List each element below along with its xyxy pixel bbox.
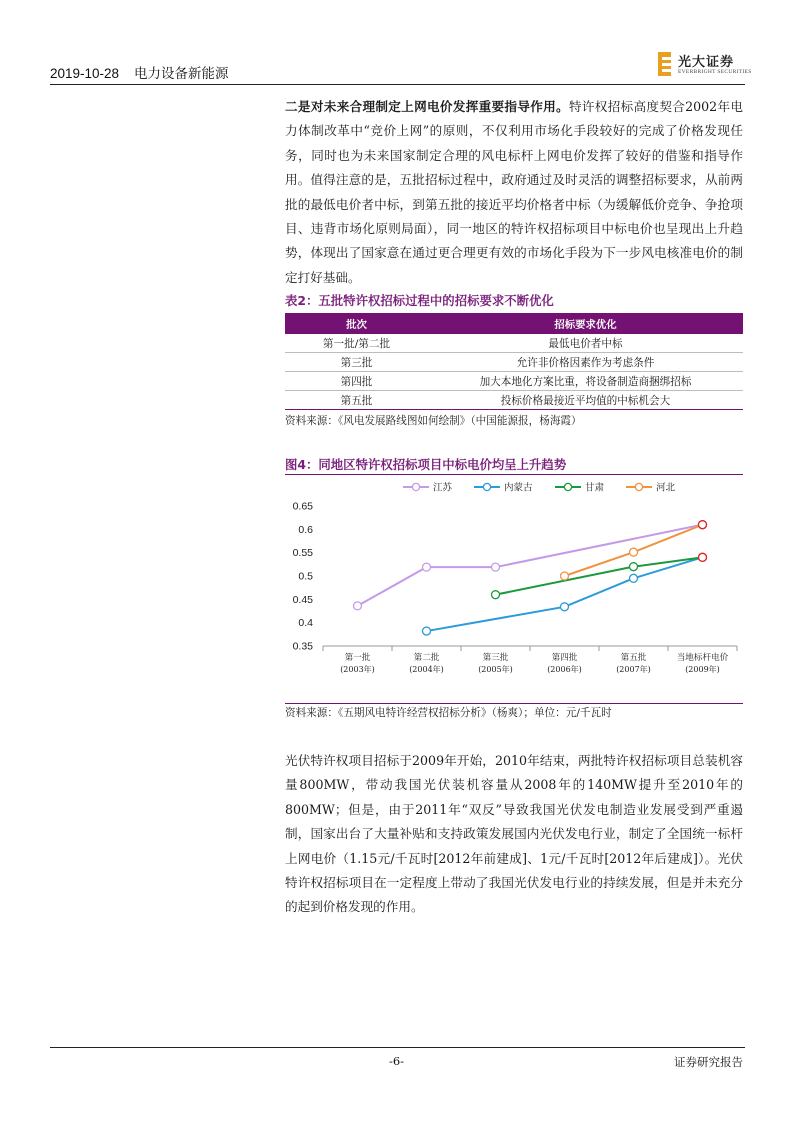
column-header-batch: 批次 [285, 313, 428, 334]
table-row [285, 353, 743, 372]
x-tick-label: 第二批 [413, 653, 440, 663]
company-logo [656, 50, 752, 80]
data-point [354, 602, 362, 610]
data-point [630, 574, 638, 582]
brand-name-en: EVERBRIGHT SECURITIES [678, 69, 752, 75]
report-type-label: 证券研究报告 [674, 1055, 743, 1069]
x-tick-sublabel: (2005年) [478, 665, 513, 674]
legend-marker [483, 483, 490, 490]
brand-name: 光大证券 [678, 55, 735, 70]
batch-cell: 第四批 [285, 372, 428, 391]
batch-cell: 第三批 [285, 353, 428, 372]
data-point [699, 553, 707, 561]
paragraph-lead: 二是对未来合理制定上网电价发挥重要指导作用。 [285, 99, 569, 114]
x-tick-label: 第三批 [482, 653, 509, 663]
y-tick-label: 0.6 [298, 523, 313, 536]
legend-label: 甘肃 [585, 482, 605, 494]
data-point [561, 603, 569, 611]
x-tick-label: 第一批 [344, 653, 371, 663]
header-divider [50, 84, 745, 85]
data-point [492, 563, 500, 571]
data-point [699, 521, 707, 529]
table-source-note: 资料来源：《风电发展路线图如何绘制》（中国能源报，杨海霞） [285, 415, 582, 427]
table-row [285, 372, 743, 391]
batch-cell: 第五批 [285, 391, 428, 410]
table-header-row [285, 313, 743, 334]
data-point [630, 548, 638, 556]
y-tick-label: 0.35 [292, 640, 313, 653]
legend-label: 河北 [656, 482, 676, 494]
x-tick-label: 第五批 [620, 653, 647, 663]
x-tick-label: 第四批 [551, 653, 578, 663]
y-tick-label: 0.4 [298, 617, 313, 630]
page-number: -6- [388, 1054, 405, 1068]
x-tick-sublabel: (2009年) [685, 665, 720, 674]
table-row [285, 391, 743, 410]
report-date-section: 2019-10-28 电力设备新能源 [50, 66, 229, 81]
data-point [561, 572, 569, 580]
paragraph-pv-concession: 光伏特许权项目招标于2009年开始，2010年结束，两批特许权招标项目总装机容量800MW，带动我国光伏装机容量从2008年的140MW提升至2010年的800MW；但是，由于2011年“双反”导致我国光伏发电制造业发展受到严重遏制，国家出台了大量补贴和支持政策发展国内光伏发电行业，制定了全国统一标杆上网电价（1.15元/千瓦时[2012年前建成]、1元/千瓦时[2012年后建成]）。光伏特许权招标项目在一定程度上带动了我国光伏发电行业的持续发展，但是并未充分的起到价格发现的作用。 [285, 753, 743, 915]
requirement-cell: 投标价格最接近平均值的中标机会大 [428, 391, 743, 410]
paragraph-body: 特许权招标高度契合2002年电力体制改革中“竞价上网”的原则，不仅利用市场化手段较好的完成了价格发现任务，同时也为未来国家制定合理的风电标杆上网电价发挥了较好的借鉴和指导作用。值得注意的是，五批招标过程中，政府通过及时灵活的调整招标要求，从前两批的最低电价者中标，到第五批的接近平均价格者中标（为缓解低价竞争、争抢项目、违背市场化原则局面），同一地区的特许权招标项目中标电价也呈现出上升趋势，体现出了国家意在通过更合理更有效的市场化手段为下一步风电核准电价的制定打好基础。 [285, 99, 743, 285]
price-trend-line-chart [285, 476, 743, 702]
y-tick-label: 0.65 [292, 500, 313, 513]
requirement-cell: 允许非价格因素作为考虑条件 [428, 353, 743, 372]
legend-label: 内蒙古 [504, 482, 533, 494]
table-row [285, 334, 743, 353]
figure-top-rule [285, 474, 743, 475]
x-tick-sublabel: (2006年) [547, 665, 582, 674]
y-tick-label: 0.45 [292, 593, 313, 606]
x-tick-sublabel: (2004年) [409, 665, 444, 674]
footer-divider [50, 1047, 745, 1048]
batch-cell: 第一批/第二批 [285, 334, 428, 353]
data-point [423, 627, 431, 635]
everbright-logo-icon [656, 50, 674, 78]
y-tick-label: 0.5 [298, 570, 313, 583]
series-line [427, 557, 703, 631]
x-tick-sublabel: (2003年) [340, 665, 375, 674]
table-caption: 表2：五批特许权招标过程中的招标要求不断优化 [285, 293, 554, 308]
x-tick-label: 当地标杆电价 [676, 653, 729, 663]
legend-marker [412, 483, 419, 490]
figure-source-note: 资料来源：《五期风电特许经营权招标分析》（杨爽）；单位：元/千瓦时 [285, 707, 612, 719]
column-header-requirement: 招标要求优化 [428, 313, 743, 334]
data-point [630, 563, 638, 571]
figure-bottom-rule [285, 703, 743, 704]
x-tick-sublabel: (2007年) [616, 665, 651, 674]
bidding-requirements-table [285, 313, 743, 410]
series-line [496, 557, 703, 594]
data-point [423, 563, 431, 571]
figure-caption: 图4：同地区特许权招标项目中标电价均呈上升趋势 [285, 457, 567, 472]
requirement-cell: 加大本地化方案比重，将设备制造商捆绑招标 [428, 372, 743, 391]
data-point [492, 591, 500, 599]
legend-label: 江苏 [433, 482, 453, 494]
requirement-cell: 最低电价者中标 [428, 334, 743, 353]
paragraph-pricing-guidance [285, 95, 743, 290]
legend-marker [635, 483, 642, 490]
y-tick-label: 0.55 [292, 547, 313, 560]
legend-marker [564, 483, 571, 490]
